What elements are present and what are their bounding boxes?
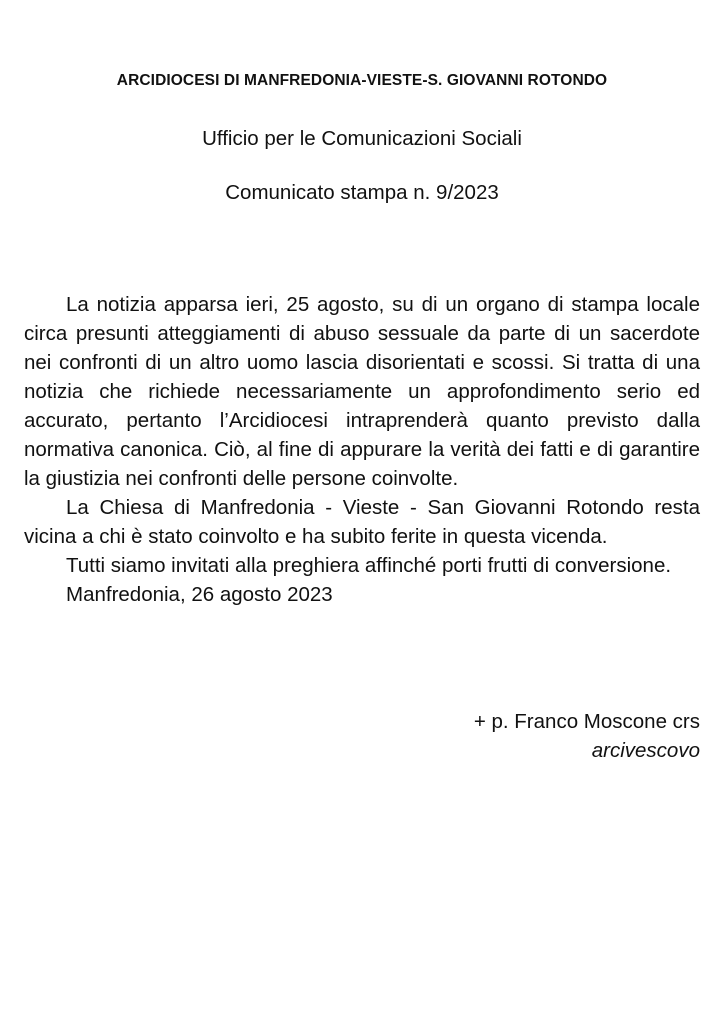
signatory-title: arcivescovo [591,739,700,762]
office-name: Ufficio per le Comunicazioni Sociali [202,127,522,150]
press-release-number: Comunicato stampa n. 9/2023 [225,181,499,204]
organization-heading: ARCIDIOCESI DI MANFREDONIA-VIESTE-S. GIOVANNI ROTONDO [116,72,608,89]
signatory-name: + p. Franco Moscone crs [473,710,700,733]
body-paragraph: La notizia apparsa ieri, 25 agosto, su di un organo di stampa locale circa presunti atteggiamenti di abuso sessuale da parte di un sacerdote nei confronti di un altro uomo lascia disorientati e scossi. Si tratta di una notizia che richiede necessariamente un approfondimento serio ed accurato, pertanto l’Arcidiocesi intraprenderà quanto previsto dalla normativa canonica. Ciò, al fine di appurare la verità dei fatti e di garantire la giustizia nei confronti delle persone coinvolte. [24,293,700,490]
signature-block [474,707,700,765]
place-and-date: Manfredonia, 26 agosto 2023 [66,583,333,606]
press-release-body [24,290,700,609]
body-paragraph: Tutti siamo invitati alla preghiera affinché porti frutti di conversione. [66,554,672,577]
body-paragraph: La Chiesa di Manfredonia - Vieste - San Giovanni Rotondo resta vicina a chi è stato coinvolto e ha subito ferite in questa vicenda. [24,496,700,548]
